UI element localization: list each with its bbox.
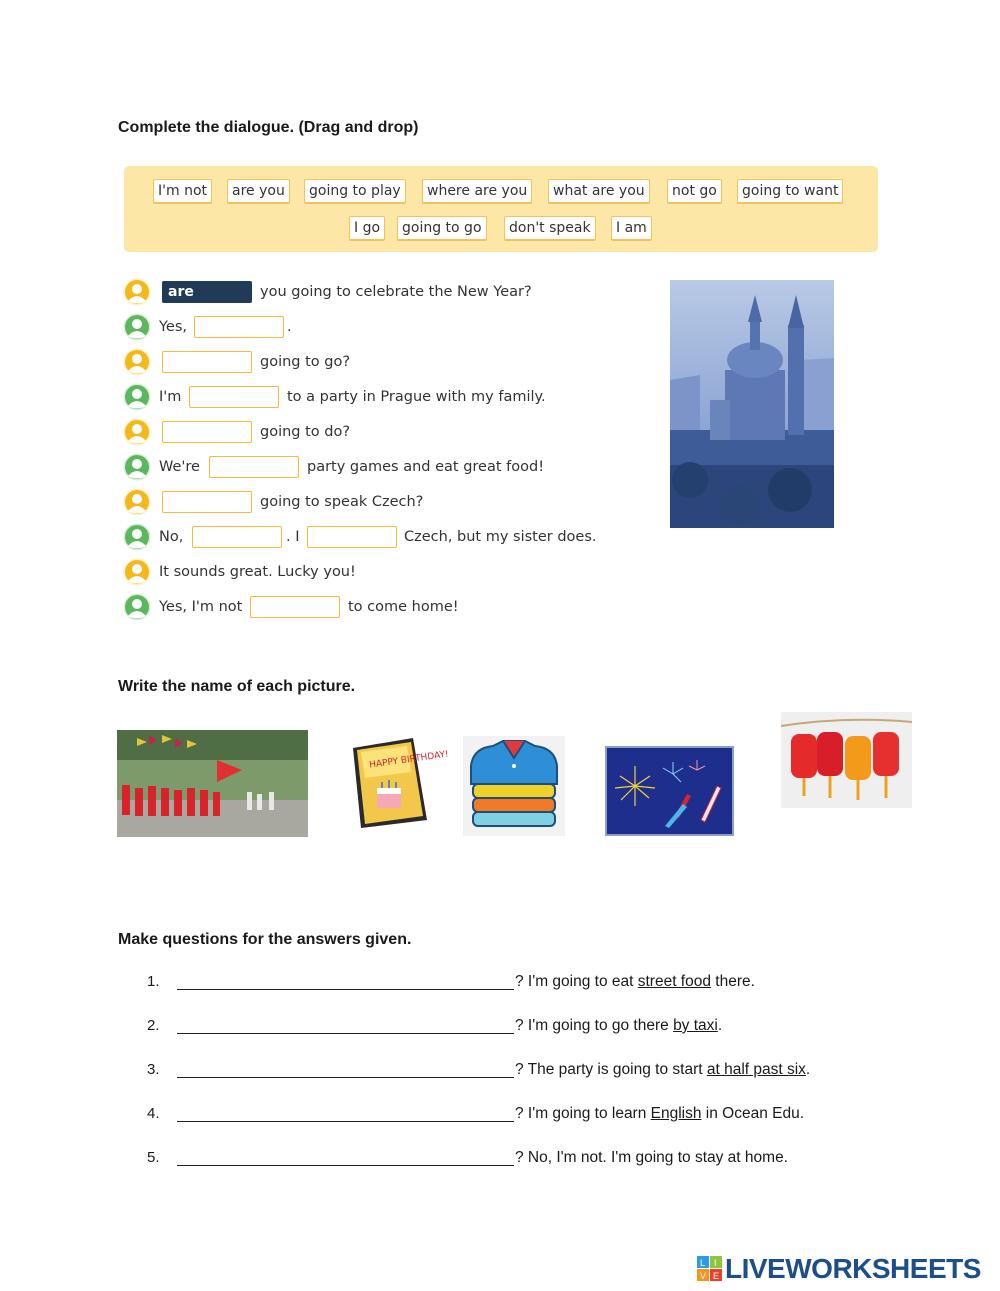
answer-blank[interactable]	[194, 316, 284, 338]
speaker-a-avatar-icon	[123, 418, 151, 446]
card-text: HAPPY BIRTHDAY!	[368, 749, 450, 771]
question-answer-line[interactable]	[177, 1149, 514, 1166]
speaker-b-avatar-icon	[123, 593, 151, 621]
question-number: 1.	[147, 973, 160, 990]
word-chip[interactable]: going to play	[304, 179, 406, 203]
answer-blank[interactable]	[162, 491, 252, 513]
svg-text:L: L	[700, 1258, 706, 1268]
question-number: 2.	[147, 1017, 160, 1034]
section-heading-pictures: Write the name of each picture.	[118, 678, 356, 695]
speaker-b-avatar-icon	[123, 453, 151, 481]
question-answer-line[interactable]	[177, 1061, 514, 1078]
clothes-pile-image	[463, 736, 565, 836]
question-number: 3.	[147, 1061, 160, 1078]
answer-blank-filled[interactable]: are	[162, 281, 252, 303]
word-chip[interactable]: going to want	[737, 179, 843, 203]
prague-photo	[670, 280, 834, 528]
answer-text: ? The party is going to start at half past six.	[515, 1061, 811, 1078]
question-answer-line[interactable]	[177, 973, 514, 990]
birthday-card-image	[351, 736, 450, 830]
svg-text:V: V	[700, 1271, 707, 1281]
speaker-a-avatar-icon	[123, 278, 151, 306]
answer-text: ? I'm going to learn English in Ocean Edu.	[515, 1105, 805, 1122]
dialogue-text: to come home!	[348, 599, 459, 615]
logo-blocks-icon	[697, 1256, 723, 1284]
word-chip[interactable]: I go	[349, 216, 385, 240]
dialogue-text: to a party in Prague with my family.	[287, 389, 546, 405]
question-answer-line[interactable]	[177, 1105, 514, 1122]
festival-parade-photo	[117, 730, 308, 837]
speaker-b-avatar-icon	[123, 383, 151, 411]
lanterns-image	[781, 712, 912, 808]
answer-blank[interactable]	[162, 421, 252, 443]
speaker-b-avatar-icon	[123, 313, 151, 341]
section-heading-dialogue: Complete the dialogue. (Drag and drop)	[118, 119, 419, 136]
dialogue-text: Yes,	[159, 319, 188, 335]
answer-blank[interactable]	[192, 526, 282, 548]
dialogue-text: No,	[159, 529, 184, 545]
svg-text:E: E	[713, 1271, 720, 1281]
dialogue-text: going to go?	[260, 354, 351, 370]
answer-text: ? I'm going to eat street food there.	[515, 973, 755, 990]
answer-blank[interactable]	[250, 596, 340, 618]
speaker-b-avatar-icon	[123, 523, 151, 551]
svg-text:I: I	[714, 1258, 717, 1268]
word-chip[interactable]: don't speak	[504, 216, 596, 240]
section-heading-questions: Make questions for the answers given.	[118, 931, 412, 948]
question-number: 5.	[147, 1149, 160, 1166]
dialogue-text: . I	[286, 529, 300, 545]
speaker-a-avatar-icon	[123, 558, 151, 586]
word-chip[interactable]: not go	[667, 179, 722, 203]
speaker-a-avatar-icon	[123, 488, 151, 516]
word-chip[interactable]: where are you	[422, 179, 532, 203]
question-number: 4.	[147, 1105, 160, 1122]
answer-blank[interactable]	[209, 456, 299, 478]
word-chip[interactable]: are you	[227, 179, 290, 203]
word-chip[interactable]: I am	[611, 216, 652, 240]
answer-blank[interactable]	[189, 386, 279, 408]
dialogue-text: Yes, I'm not	[159, 599, 243, 615]
fireworks-image	[605, 746, 734, 836]
word-bank	[124, 166, 878, 252]
dialogue-text: Czech, but my sister does.	[404, 529, 597, 545]
dialogue-text: I'm	[159, 389, 182, 405]
dialogue-text: It sounds great. Lucky you!	[159, 564, 356, 580]
question-answer-line[interactable]	[177, 1017, 514, 1034]
answer-text: ? I'm going to go there by taxi.	[515, 1017, 723, 1034]
word-chip[interactable]: what are you	[548, 179, 650, 203]
word-chip[interactable]: I'm not	[153, 179, 212, 203]
dialogue-text: .	[287, 319, 292, 335]
word-chip[interactable]: going to go	[397, 216, 487, 240]
dialogue-text: We're	[159, 459, 200, 475]
logo-text: LIVEWORKSHEETS	[725, 1253, 981, 1284]
answer-blank[interactable]	[307, 526, 397, 548]
answer-text: ? No, I'm not. I'm going to stay at home.	[515, 1149, 788, 1166]
dialogue-text: party games and eat great food!	[307, 459, 545, 475]
liveworksheets-logo	[697, 1253, 993, 1285]
answer-blank[interactable]	[162, 351, 252, 373]
speaker-a-avatar-icon	[123, 348, 151, 376]
dialogue-text: you going to celebrate the New Year?	[260, 284, 532, 300]
dialogue-text: going to speak Czech?	[260, 494, 424, 510]
dialogue-text: going to do?	[260, 424, 351, 440]
